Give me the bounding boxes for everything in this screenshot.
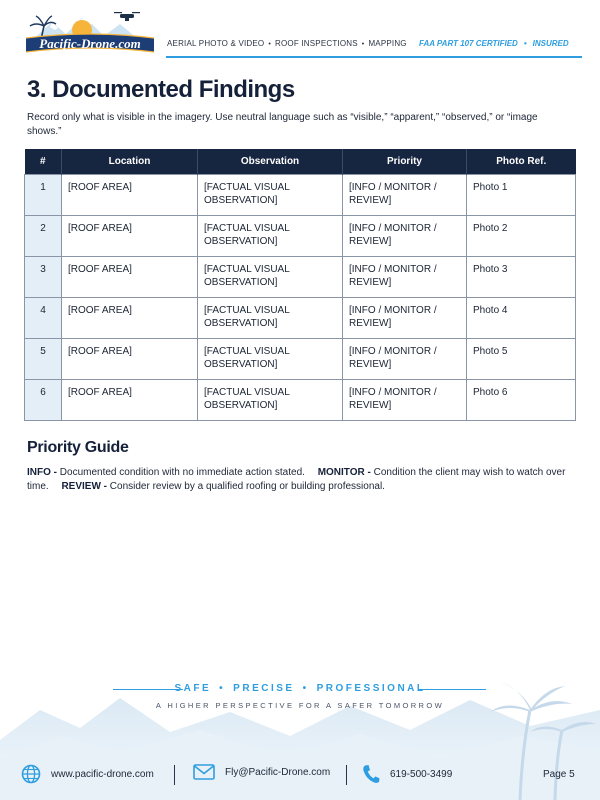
row-number: 1 <box>25 174 62 215</box>
envelope-icon <box>193 764 215 780</box>
phone-icon <box>362 764 380 784</box>
website-link[interactable]: www.pacific-drone.com <box>51 768 154 780</box>
pacific-drone-logo <box>22 8 158 58</box>
info-label: INFO - <box>27 467 57 478</box>
row-priority: [INFO / MONITOR / REVIEW] <box>343 174 467 215</box>
footer-tagline <box>0 683 600 694</box>
row-location: [ROOF AREA] <box>62 297 198 338</box>
row-priority: [INFO / MONITOR / REVIEW] <box>343 215 467 256</box>
column-header-observation: Observation <box>198 149 343 174</box>
row-location: [ROOF AREA] <box>62 174 198 215</box>
tagline-precise: PRECISE <box>233 683 295 694</box>
row-observation: [FACTUAL VISUAL OBSERVATION] <box>198 379 343 420</box>
service-separator: • <box>268 41 272 48</box>
info-description: Documented condition with no immediate action stated. <box>59 467 305 478</box>
footer-phone[interactable] <box>362 764 452 784</box>
row-photo-ref: Photo 1 <box>467 174 576 215</box>
table-header-row <box>25 149 576 174</box>
table-row <box>25 174 576 215</box>
table-row <box>25 256 576 297</box>
service-aerial: AERIAL PHOTO & VIDEO <box>167 39 265 48</box>
column-header-location: Location <box>62 149 198 174</box>
footer-website[interactable] <box>21 764 154 784</box>
footer-motto: A HIGHER PERSPECTIVE FOR A SAFER TOMORROW <box>155 701 445 710</box>
row-number: 5 <box>25 338 62 379</box>
row-number: 6 <box>25 379 62 420</box>
globe-icon <box>21 764 41 784</box>
row-number: 4 <box>25 297 62 338</box>
row-location: [ROOF AREA] <box>62 338 198 379</box>
row-observation: [FACTUAL VISUAL OBSERVATION] <box>198 338 343 379</box>
section-title: 3. Documented Findings <box>27 76 295 103</box>
table-row <box>25 215 576 256</box>
priority-guide-title: Priority Guide <box>27 439 129 456</box>
monitor-description: Condition the client may wish to watch over time. <box>27 467 566 492</box>
table-row <box>25 379 576 420</box>
row-priority: [INFO / MONITOR / REVIEW] <box>343 338 467 379</box>
tagline-safe: SAFE <box>174 683 212 694</box>
row-observation: [FACTUAL VISUAL OBSERVATION] <box>198 256 343 297</box>
row-priority: [INFO / MONITOR / REVIEW] <box>343 297 467 338</box>
column-header-priority: Priority <box>343 149 467 174</box>
row-photo-ref: Photo 5 <box>467 338 576 379</box>
footer-email[interactable] <box>193 764 330 780</box>
cert-separator: • <box>523 39 527 48</box>
service-separator: • <box>361 41 365 48</box>
service-roof: ROOF INSPECTIONS <box>275 39 358 48</box>
footer-separator <box>346 765 347 785</box>
header-divider <box>166 56 582 58</box>
page-header <box>0 0 600 60</box>
cert-insured: INSURED <box>532 39 569 48</box>
row-location: [ROOF AREA] <box>62 379 198 420</box>
row-number: 3 <box>25 256 62 297</box>
tagline-separator: • <box>219 683 226 694</box>
row-priority: [INFO / MONITOR / REVIEW] <box>343 379 467 420</box>
column-header-photo-ref: Photo Ref. <box>467 149 576 174</box>
certification <box>419 39 569 48</box>
row-photo-ref: Photo 2 <box>467 215 576 256</box>
logo-text: Pacific-Drone.com <box>39 36 141 51</box>
services-list <box>167 39 407 48</box>
tagline-professional: PROFESSIONAL <box>316 683 426 694</box>
row-location: [ROOF AREA] <box>62 256 198 297</box>
service-mapping: MAPPING <box>368 39 407 48</box>
review-label: REVIEW - <box>61 481 108 492</box>
email-link[interactable]: Fly@Pacific-Drone.com <box>225 766 331 778</box>
row-photo-ref: Photo 3 <box>467 256 576 297</box>
priority-guide-text <box>27 466 579 494</box>
monitor-label: MONITOR - <box>317 467 371 478</box>
phone-link[interactable]: 619-500-3499 <box>390 768 453 780</box>
footer-separator <box>174 765 175 785</box>
table-row <box>25 297 576 338</box>
row-number: 2 <box>25 215 62 256</box>
row-observation: [FACTUAL VISUAL OBSERVATION] <box>198 174 343 215</box>
row-observation: [FACTUAL VISUAL OBSERVATION] <box>198 215 343 256</box>
row-photo-ref: Photo 4 <box>467 297 576 338</box>
row-observation: [FACTUAL VISUAL OBSERVATION] <box>198 297 343 338</box>
review-description: Consider review by a qualified roofing or building professional. <box>109 481 385 492</box>
row-priority: [INFO / MONITOR / REVIEW] <box>343 256 467 297</box>
row-location: [ROOF AREA] <box>62 215 198 256</box>
cert-faa: FAA PART 107 CERTIFIED <box>419 39 518 48</box>
page-number: Page 5 <box>543 769 575 780</box>
findings-table <box>24 149 576 421</box>
column-header-number: # <box>25 149 62 174</box>
section-intro: Record only what is visible in the imagery. Use neutral language such as “visible,” “apparent,” “observed,” or “image shows.” <box>27 112 538 137</box>
row-photo-ref: Photo 6 <box>467 379 576 420</box>
table-row <box>25 338 576 379</box>
tagline-separator: • <box>302 683 309 694</box>
